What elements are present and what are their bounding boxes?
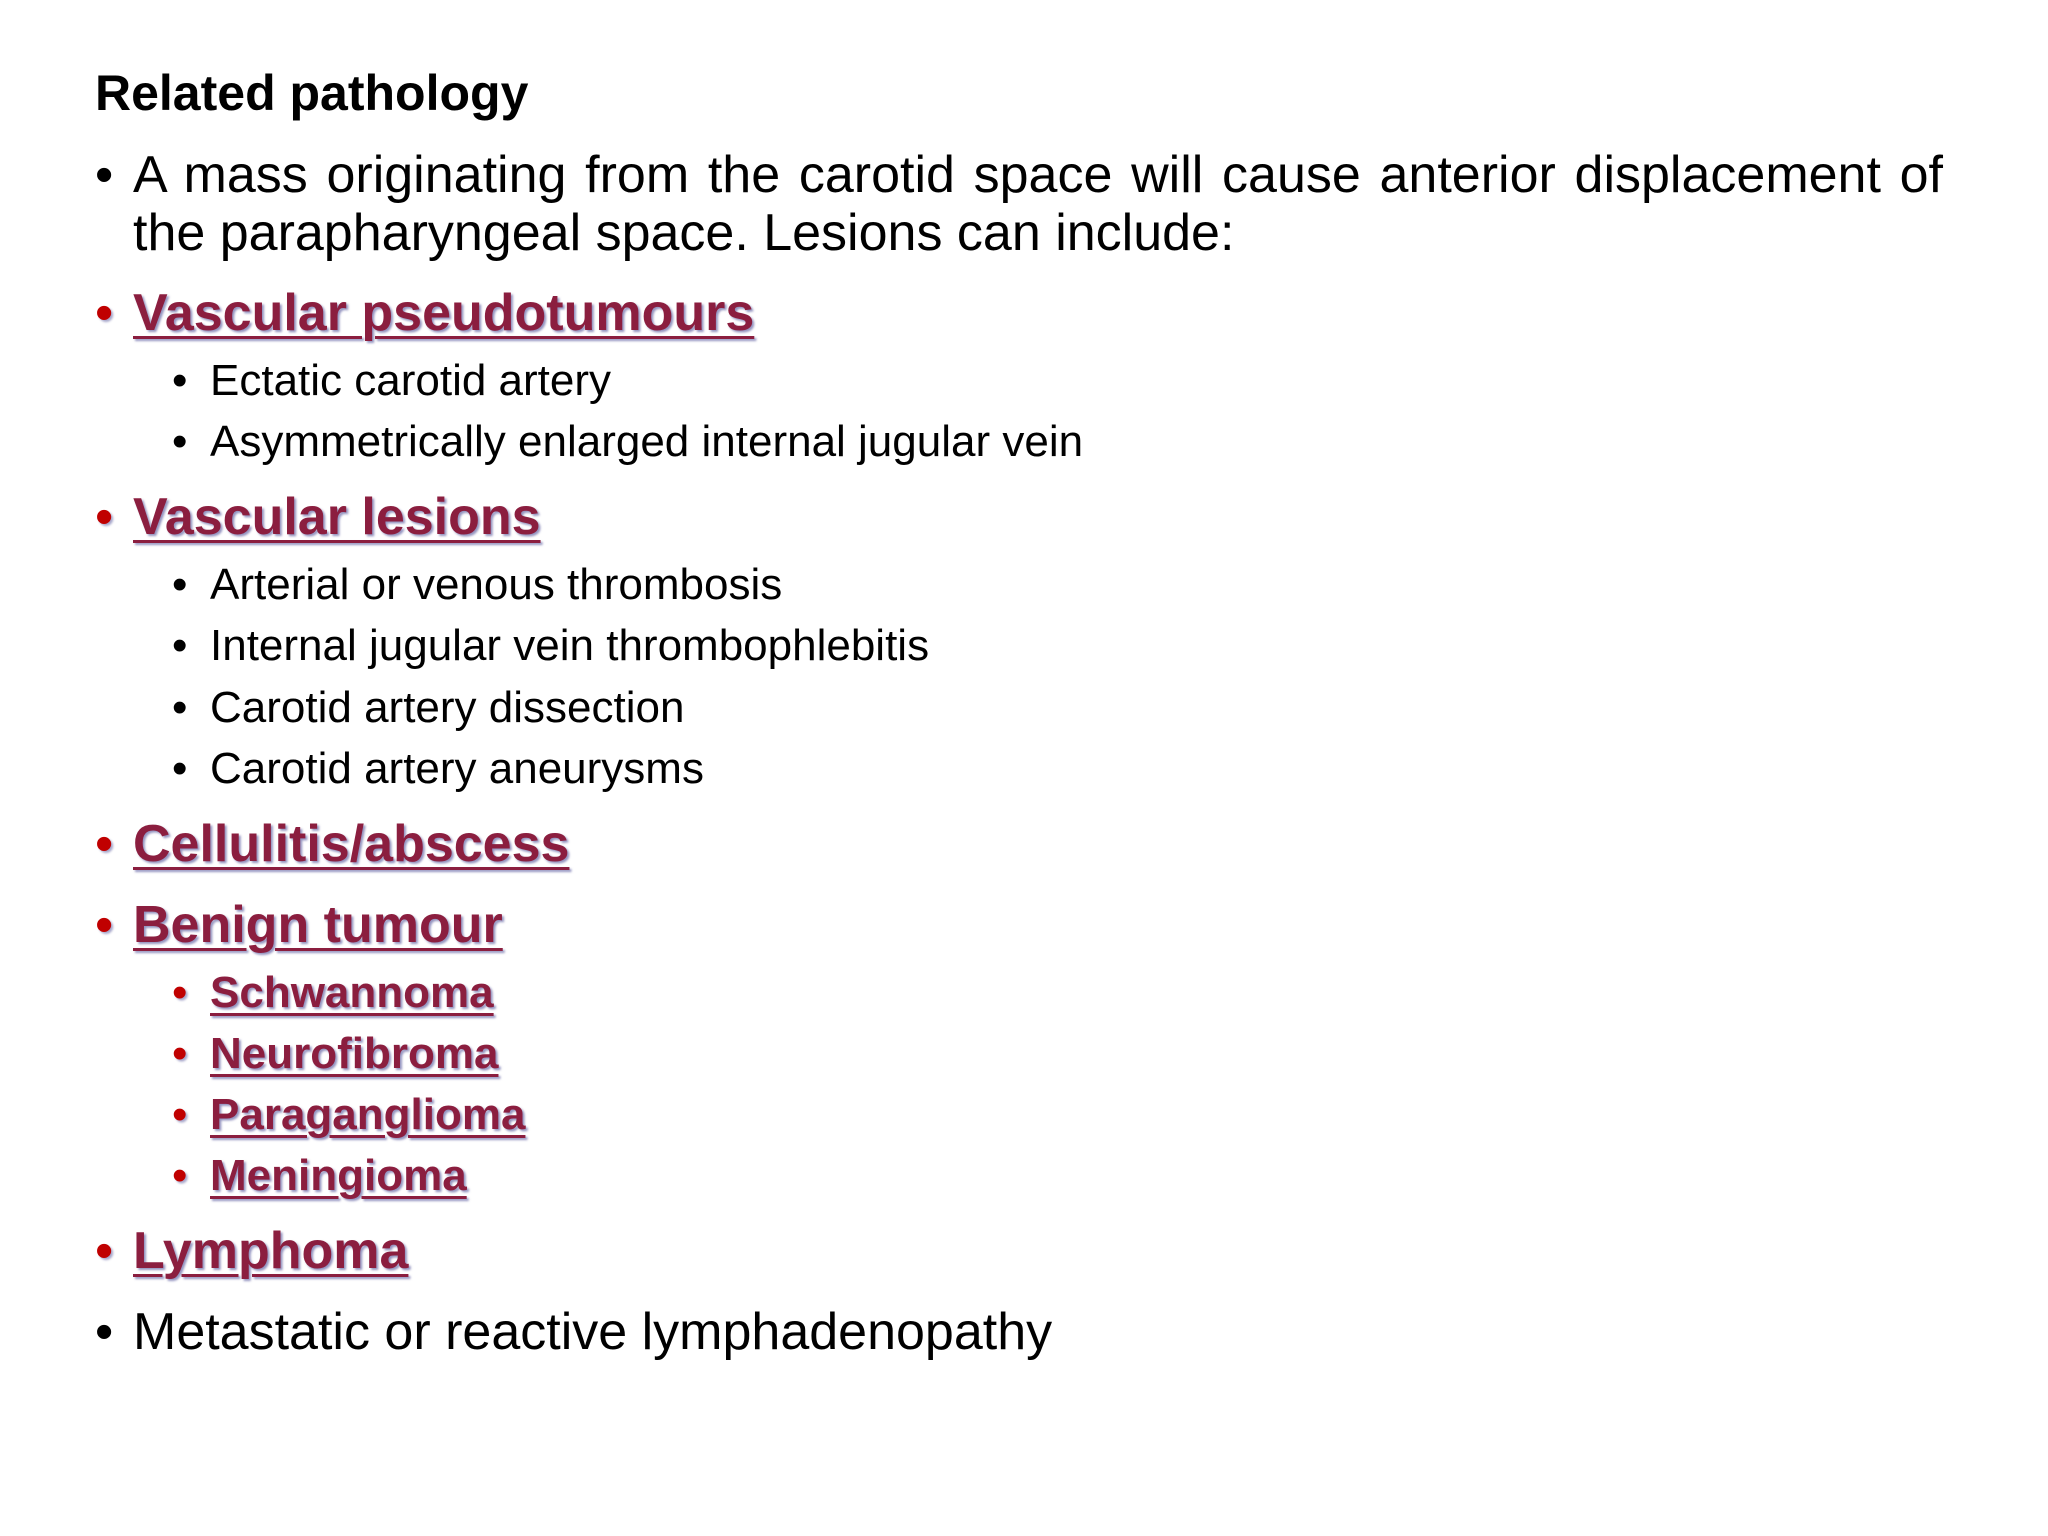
link-cellulitis-abscess[interactable]: Cellulitis/abscess: [133, 815, 570, 873]
bullet: •: [172, 1151, 188, 1200]
link-lymphoma[interactable]: Lymphoma: [133, 1222, 409, 1280]
link-benign-tumour[interactable]: Benign tumour: [133, 896, 503, 954]
bullet: •: [172, 621, 188, 670]
bullet: •: [95, 815, 114, 873]
sub-item-label: Carotid artery aneurysms: [210, 744, 704, 793]
bullet: •: [172, 417, 188, 466]
slide-title: Related pathology: [95, 65, 529, 121]
bullet: •: [172, 356, 188, 405]
bullet: •: [172, 744, 188, 793]
sub-item-label: Carotid artery dissection: [210, 683, 685, 732]
bullet: •: [172, 1029, 188, 1078]
link-vascular-lesions[interactable]: Vascular lesions: [133, 488, 541, 546]
bullet: •: [172, 1090, 188, 1139]
sub-item-label: Asymmetrically enlarged internal jugular vein: [210, 417, 1084, 466]
sub-item-label: Ectatic carotid artery: [210, 356, 612, 405]
bullet: •: [95, 896, 114, 954]
link-neurofibroma[interactable]: Neurofibroma: [210, 1029, 499, 1078]
sub-item-label: Arterial or venous thrombosis: [210, 560, 783, 609]
bullet: •: [95, 284, 114, 342]
bullet: •: [172, 560, 188, 609]
link-schwannoma[interactable]: Schwannoma: [210, 968, 494, 1017]
bullet: •: [95, 1303, 114, 1361]
list-item-label: Metastatic or reactive lymphadenopathy: [133, 1303, 1053, 1361]
bullet: •: [172, 683, 188, 732]
sub-item-label: Internal jugular vein thrombophlebitis: [210, 621, 930, 670]
bullet: •: [95, 1222, 114, 1280]
link-paraganglioma[interactable]: Paraganglioma: [210, 1090, 526, 1139]
link-vascular-pseudotumours[interactable]: Vascular pseudotumours: [133, 284, 755, 342]
intro-paragraph: A mass originating from the carotid space will cause anterior displacement of the parapharyngeal space. Lesions can include:: [133, 146, 1943, 262]
bullet: •: [95, 146, 114, 204]
link-meningioma[interactable]: Meningioma: [210, 1151, 467, 1200]
bullet: •: [95, 488, 114, 546]
bullet: •: [172, 968, 188, 1017]
